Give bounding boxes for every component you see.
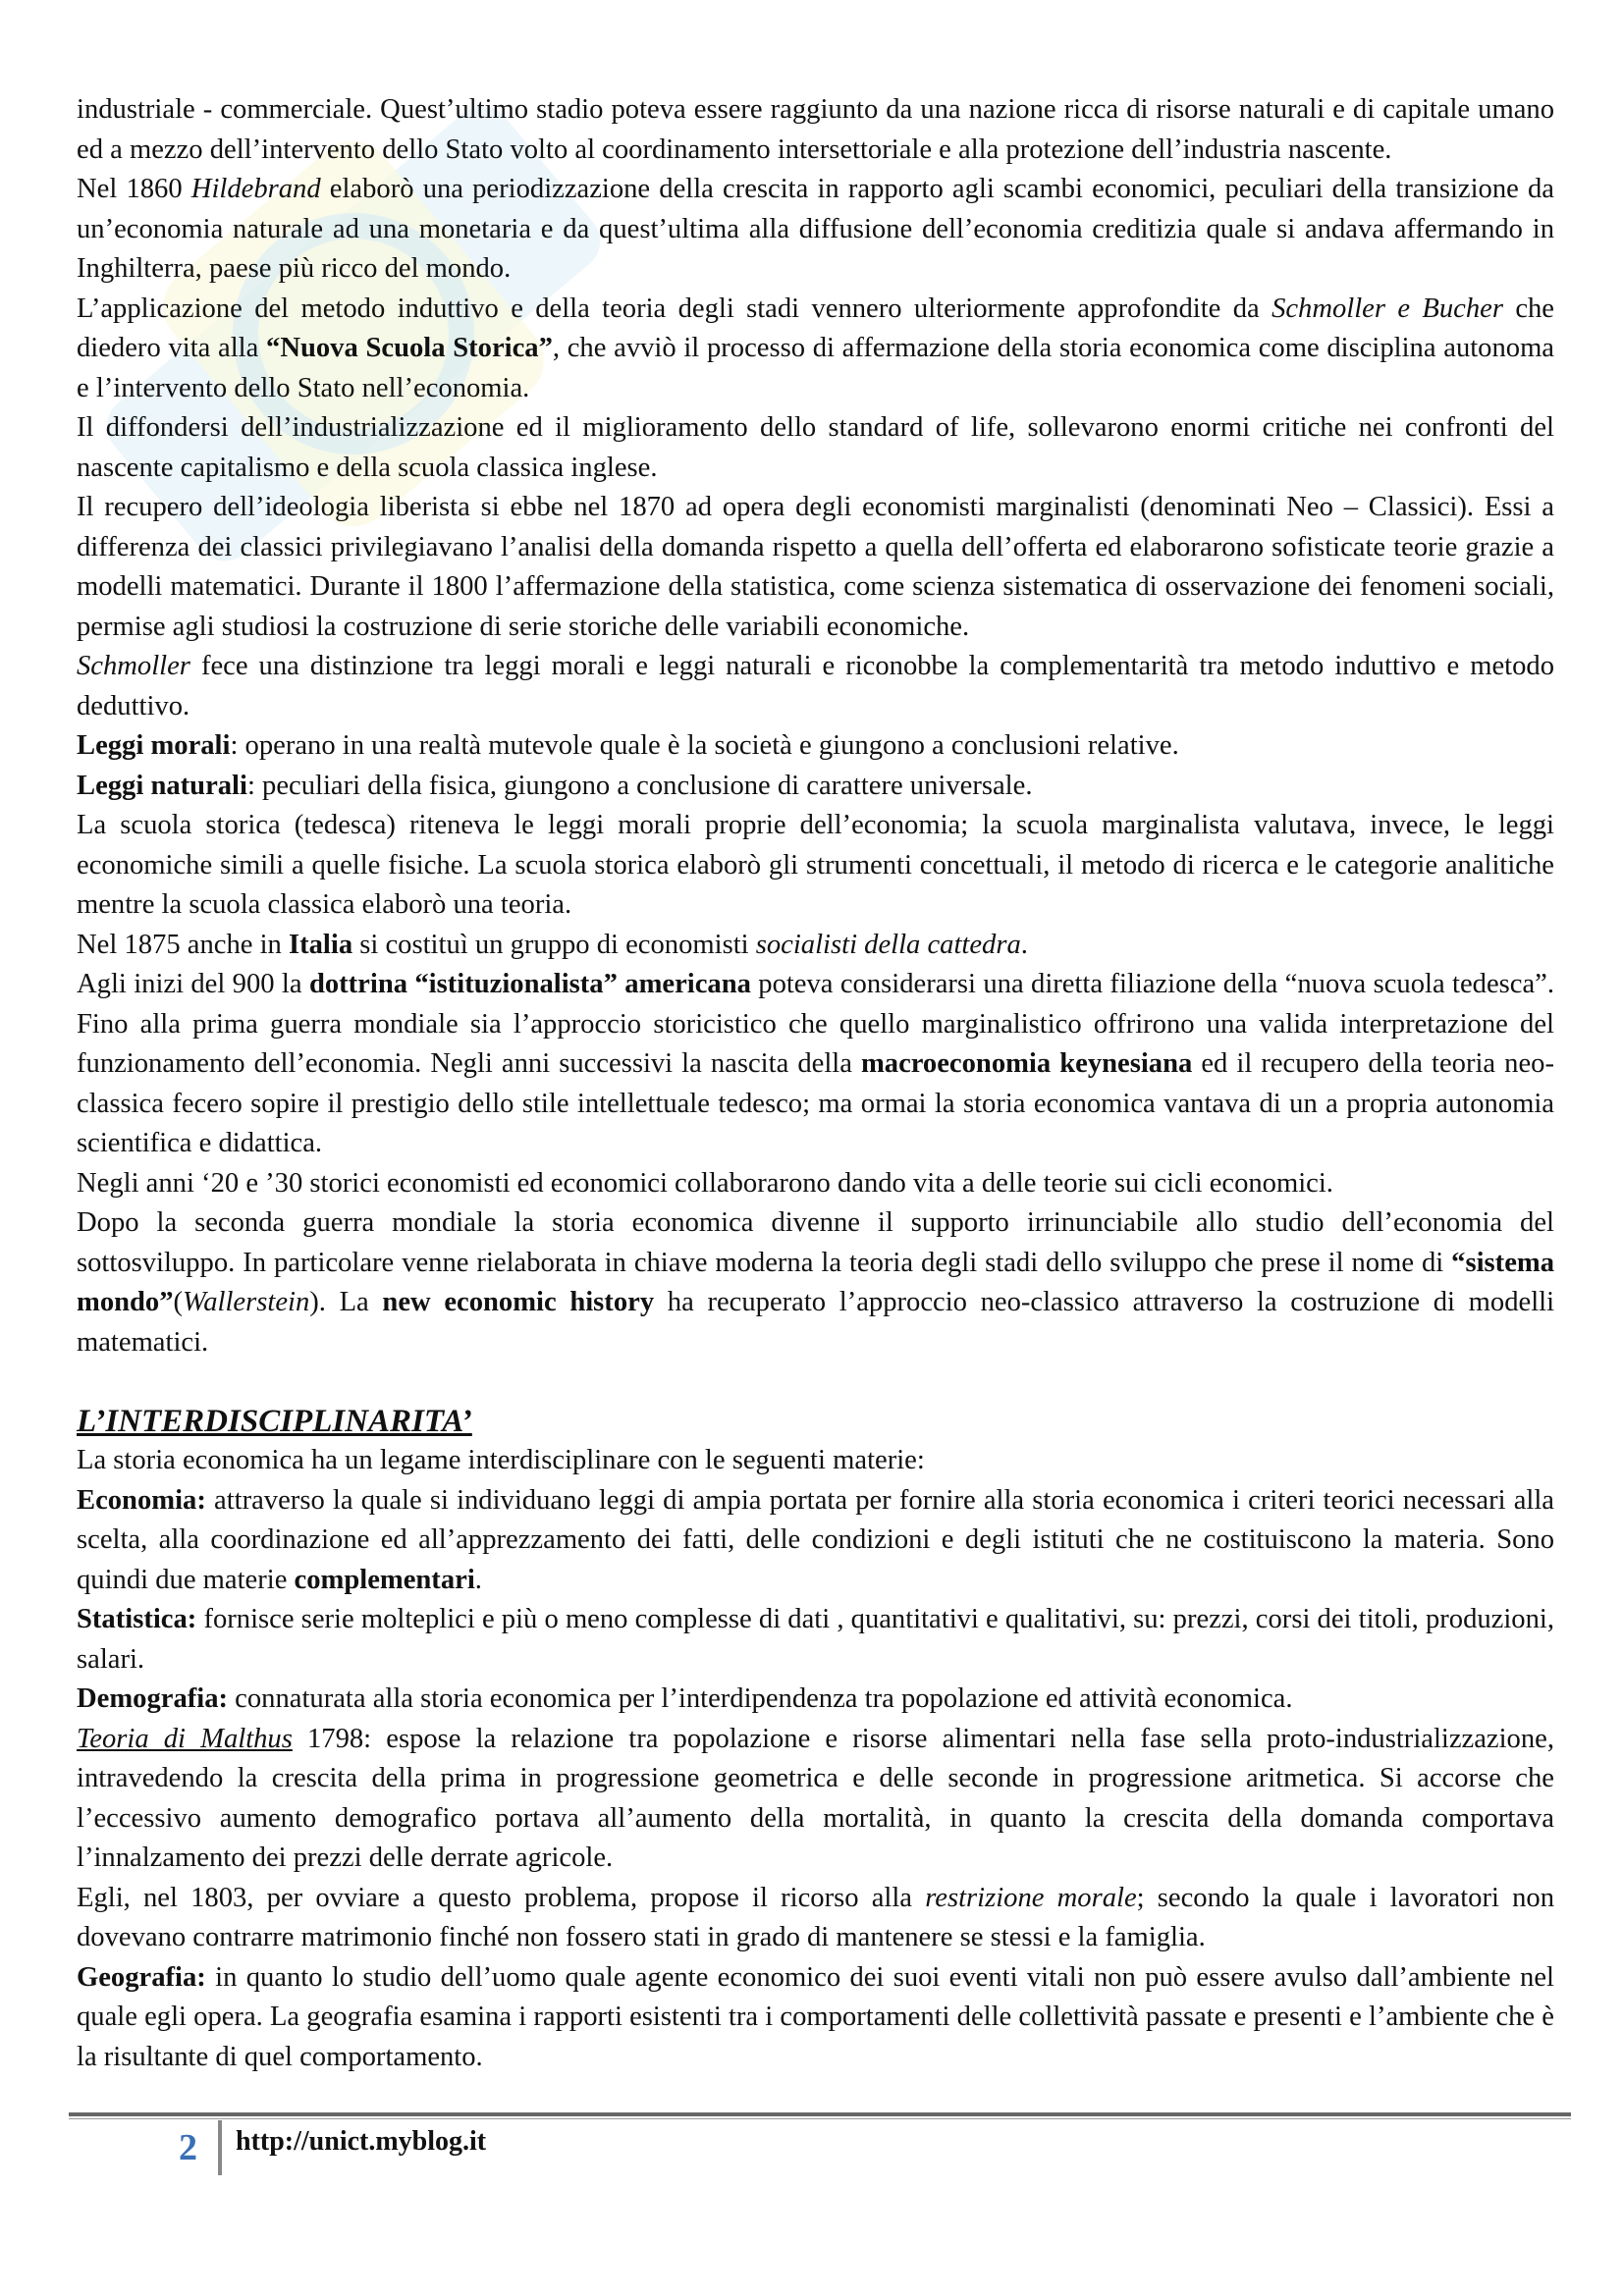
bold-term: “Nuova Scuola Storica”	[266, 333, 553, 363]
text-run: Dopo la seconda guerra mondiale la storia economica divenne il supporto irrinunciabile allo studio dell’economia del sottosviluppo. In particolare venne rielaborata in chiave moderna la teoria degli stadi dello sviluppo che prese il nome di	[77, 1207, 1554, 1278]
text-run: elaborò una periodizzazione della crescita in rapporto agli scambi economici, peculiari della transizione da un’economia naturale ad una monetaria e da quest’ultima alla diffusione dell’economia creditizia quale si andava affermando in Inghilterra, paese più ricco del mondo.	[77, 174, 1554, 284]
text-run: Il recupero dell’ideologia liberista si ebbe nel 1870 ad opera degli economisti marginalisti (denominati Neo – Classici). Essi a differenza dei classici privilegiavano l’analisi della domanda rispetto a quella dell’offerta ed elaborarono sofisticate teorie grazie a modelli matematici. Durante il 1800 l’affermazione della statistica, come scienza sistematica di osservazione dei fenomeni sociali, permise agli studiosi la costruzione di serie storiche delle variabili economiche.	[77, 492, 1554, 642]
paragraph	[77, 90, 1554, 170]
paragraph	[77, 1164, 1554, 1204]
section-heading	[77, 1402, 1554, 1441]
bold-term: Economia:	[77, 1484, 206, 1516]
paragraph	[77, 767, 1554, 807]
text-run: fornisce serie molteplici e più o meno complesse di dati , quantitativi e qualitativi, su: prezzi, corsi dei titoli, produzioni, salari.	[77, 1604, 1554, 1675]
paragraph	[77, 408, 1554, 488]
text-run: Egli, nel 1803, per ovviare a questo problema, propose il ricorso alla	[77, 1882, 926, 1913]
text-run: 1798: espose la relazione tra popolazione e risorse alimentari nella fase sella proto-industrializzazione, intravedendo la crescita della prima in progressione geometrica e delle seconde in progressione aritmetica. Si accorse che l’eccessivo aumento demografico portava all’aumento della mortalità, in quanto la crescita della domanda comportava l’innalzamento dei prezzi delle derrate agricole.	[77, 1723, 1554, 1873]
paragraph	[77, 1481, 1554, 1601]
text-run: La scuola storica (tedesca) riteneva le leggi morali proprie dell’economia; la scuola marginalista valutava, invece, le leggi economiche simili a quelle fisiche. La scuola storica elaborò gli strumenti concettuali, il metodo di ricerca e le categorie analitiche mentre la scuola classica elaborò una teoria.	[77, 810, 1554, 920]
bold-term: Leggi morali	[77, 730, 231, 761]
text-run: , che avviò il processo di affermazione della storia economica come disciplina autonoma e l’intervento dello Stato nell’economia.	[77, 333, 1555, 403]
text-run: Nel 1875 anche in	[77, 929, 289, 960]
bold-term: Leggi naturali	[77, 770, 247, 801]
italic-term: Wallerstein	[183, 1287, 310, 1317]
text-run: Negli anni ‘20 e ’30 storici economisti ed economici collaborarono dando vita a delle teorie sui cicli economici.	[77, 1167, 1333, 1199]
bold-term: Geografia:	[77, 1961, 206, 1993]
text-run: .	[474, 1564, 482, 1595]
text-run: L’applicazione del metodo induttivo e della teoria degli stadi vennero ulteriormente approfondite da	[77, 293, 1272, 324]
paragraph	[77, 1879, 1554, 1958]
bold-term: Statistica:	[77, 1604, 197, 1634]
footer-rule-thin	[69, 2118, 1571, 2119]
italic-term: socialisti della cattedra	[755, 929, 1021, 960]
text-run: si costituì un gruppo di economisti	[352, 929, 756, 960]
text-run: Agli inizi del 900 la	[77, 969, 309, 999]
document-body	[77, 90, 1554, 2077]
text-run: ; secondo la quale i lavoratori non dovevano contrarre matrimonio finché non fossero stati in grado di mantenere se stessi e la famiglia.	[77, 1882, 1554, 1952]
text-run: La storia economica ha un legame interdisciplinare con le seguenti materie:	[77, 1445, 925, 1475]
paragraph	[77, 1441, 1554, 1481]
paragraph	[77, 1958, 1554, 2078]
text-run: .	[1020, 929, 1028, 960]
text-run: ed il recupero della teoria neo-classica fecero sopire il prestigio dello stile intellettuale tedesco; ma ormai la storia economica vantava di un a propria autonomia scientifica e didattica.	[77, 1048, 1554, 1158]
italic-term: Hildebrand	[190, 174, 321, 204]
bold-term: complementari	[294, 1564, 475, 1595]
bold-term: Demografia:	[77, 1683, 229, 1714]
text-run: ha recuperato l’approccio neo-classico attraverso la costruzione di modelli matematici.	[77, 1287, 1555, 1358]
text-run: Il diffondersi dell’industrializzazione ed il miglioramento dello standard of life, sollevarono enormi critiche nei confronti del nascente capitalismo e della scuola classica inglese.	[77, 412, 1554, 483]
text-run: fece una distinzione tra leggi morali e leggi naturali e riconobbe la complementarità tra metodo induttivo e metodo deduttivo.	[77, 651, 1554, 721]
text-run: ). La	[309, 1287, 383, 1317]
text-run: industriale - commerciale. Quest’ultimo stadio poteva essere raggiunto da una nazione ricca di risorse naturali e di capitale umano ed a mezzo dell’intervento dello Stato volto al coordinamento intersettoriale e alla protezione dell’industria nascente.	[77, 94, 1554, 165]
italic-term: restrizione morale	[925, 1882, 1137, 1913]
paragraph	[77, 488, 1554, 647]
text-run: attraverso la quale si individuano leggi di ampia portata per fornire alla storia economica i criteri teorici necessari alla scelta, alla coordinazione ed all’apprezzamento dei fatti, delle condizioni e degli istituti che ne costituiscono la materia. Sono quindi due materie	[77, 1484, 1554, 1595]
bold-term: dottrina “istituzionalista” americana	[308, 969, 751, 999]
footer-url-link[interactable]: http://unict.myblog.it	[236, 2126, 487, 2157]
footer-divider	[218, 2120, 222, 2175]
paragraph	[77, 1680, 1554, 1720]
bold-term: new economic history	[382, 1287, 655, 1317]
paragraph	[77, 1600, 1554, 1680]
italic-term: Schmoller	[77, 651, 190, 681]
text-run: poteva considerarsi una diretta filiazione della “nuova scuola tedesca”. Fino alla prima guerra mondiale sia l’approccio storicistico che quello marginalistico offrirono una valida interpretazione del funzionamento dell’economia. Negli anni successivi la nascita della	[77, 969, 1554, 1079]
text-run: connaturata alla storia economica per l’interdipendenza tra popolazione ed attività economica.	[228, 1683, 1293, 1714]
text-run: : operano in una realtà mutevole quale è la società e giungono a conclusioni relative.	[230, 730, 1179, 761]
text-run: in quanto lo studio dell’uomo quale agente economico dei suoi eventi vitali non può essere avulso dall’ambiente nel quale egli opera. La geografia esamina i rapporti esistenti tra i comportamenti delle collettività passate e presenti e l’ambiente che è la risultante di quel comportamento.	[77, 1961, 1554, 2072]
italic-term: Teoria di Malthus	[77, 1723, 293, 1754]
text-run: che diedero vita alla	[77, 293, 1554, 363]
bold-term: macroeconomia keynesiana	[860, 1048, 1193, 1079]
text-run: L’INTERDISCIPLINARITA’	[77, 1404, 472, 1439]
paragraph	[77, 1203, 1554, 1362]
paragraph	[77, 965, 1554, 1164]
page-number: 2	[179, 2127, 197, 2168]
paragraph	[77, 1720, 1554, 1879]
footer-rule	[69, 2112, 1571, 2116]
text-run: Nel 1860	[77, 174, 191, 204]
bold-term: Italia	[288, 929, 353, 960]
italic-term: Schmoller e Bucher	[1271, 293, 1503, 324]
paragraph	[77, 926, 1554, 966]
paragraph	[77, 726, 1554, 767]
text-run: : peculiari della fisica, giungono a conclusione di carattere universale.	[246, 770, 1033, 801]
bold-term: “sistema mondo”	[77, 1247, 1554, 1317]
paragraph	[77, 290, 1554, 409]
paragraph	[77, 647, 1554, 726]
text-run: (	[173, 1287, 184, 1317]
paragraph	[77, 806, 1554, 926]
paragraph	[77, 170, 1554, 290]
